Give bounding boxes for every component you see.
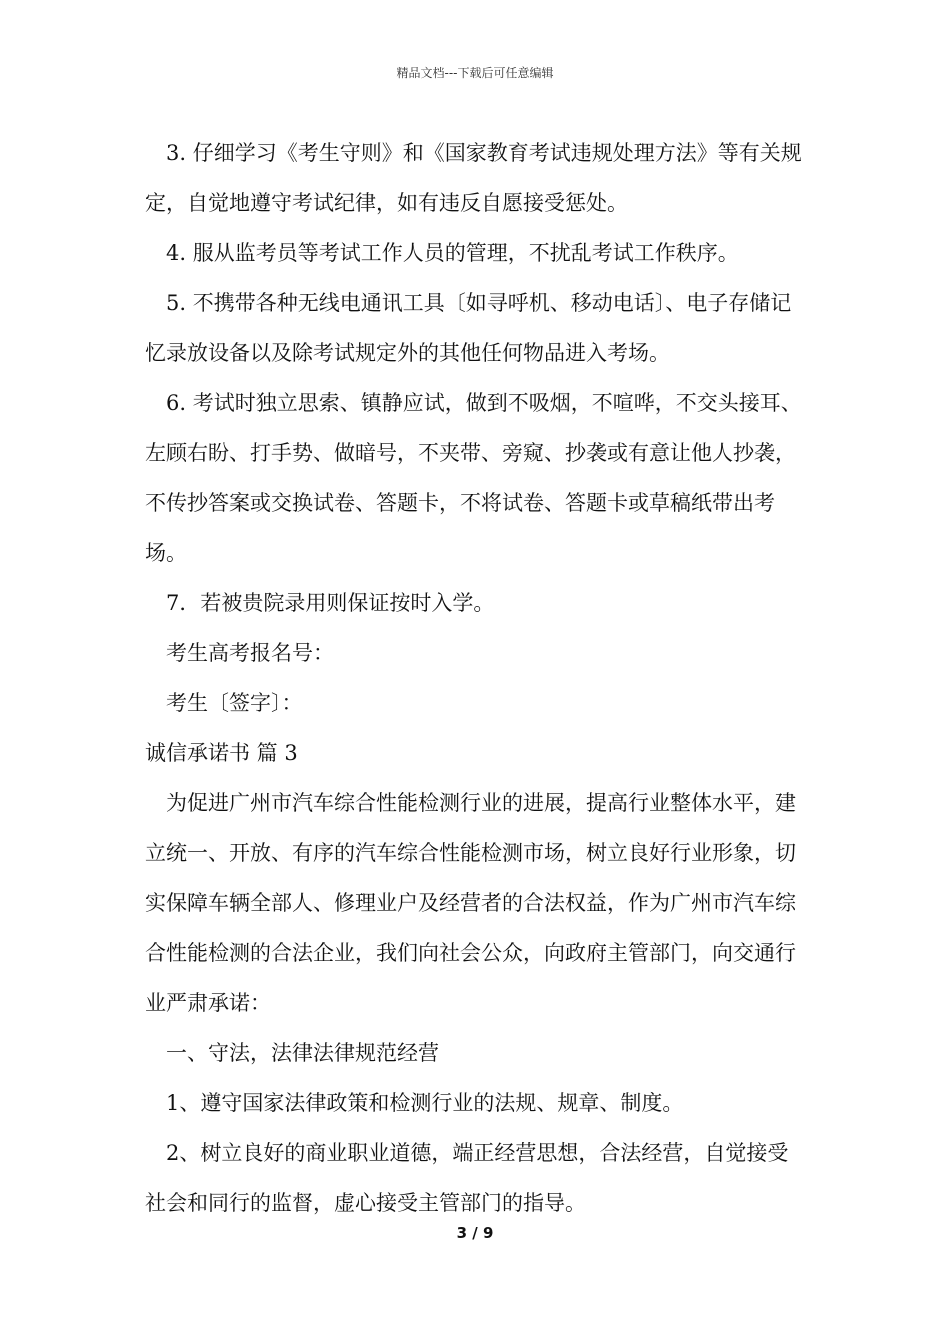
page-header: 精品文档---下载后可任意编辑 [396,66,554,80]
paragraph-rule-5: 5. 不携带各种无线电通讯工具〔如寻呼机、移动电话〕、电子存储记忆录放设备以及除考试规定外的其他任何物品进入考场。 [145,291,792,365]
paragraph-rule-6: 6. 考试时独立思索、镇静应试，做到不吸烟，不喧哗，不交头接耳、左顾右盼、打手势、做暗号，不夹带、旁窥、抄袭或有意让他人抄袭，不传抄答案或交换试卷、答题卡，不将试卷、答题卡或草稿纸带出考场。 [145,391,802,565]
paragraph-rule-4: 4. 服从监考员等考试工作人员的管理，不扰乱考试工作秩序。 [166,241,739,265]
paragraph-rule-7: 7．若被贵院录用则保证按时入学。 [166,591,495,615]
section-title: 诚信承诺书 篇 3 [145,741,298,765]
page-number: 3 / 9 [456,1224,494,1242]
subsection-heading: 一、守法，法律法律规范经营 [166,1041,439,1065]
paragraph-item-1: 1、遵守国家法律政策和检测行业的法规、规章、制度。 [166,1091,684,1115]
paragraph-item-2: 2、树立良好的商业职业道德，端正经营思想，合法经营，自觉接受社会和同行的监督，虚心接受主管部门的指导。 [145,1141,789,1215]
exam-registration-number-label: 考生高考报名号： [166,641,334,665]
document-body [145,128,809,1228]
paragraph-intro: 为促进广州市汽车综合性能检测行业的进展，提高行业整体水平，建立统一、开放、有序的汽车综合性能检测市场，树立良好行业形象，切实保障车辆全部人、修理业户及经营者的合法权益，作为广州市汽车综合性能检测的合法企业，我们向社会公众，向政府主管部门，向交通行业严肃承诺： [145,791,796,1015]
paragraph-rule-3: 3. 仔细学习《考生守则》和《国家教育考试违规处理方法》等有关规定，自觉地遵守考试纪律，如有违反自愿接受惩处。 [145,141,802,215]
candidate-signature-label: 考生〔签字〕： [166,691,303,715]
